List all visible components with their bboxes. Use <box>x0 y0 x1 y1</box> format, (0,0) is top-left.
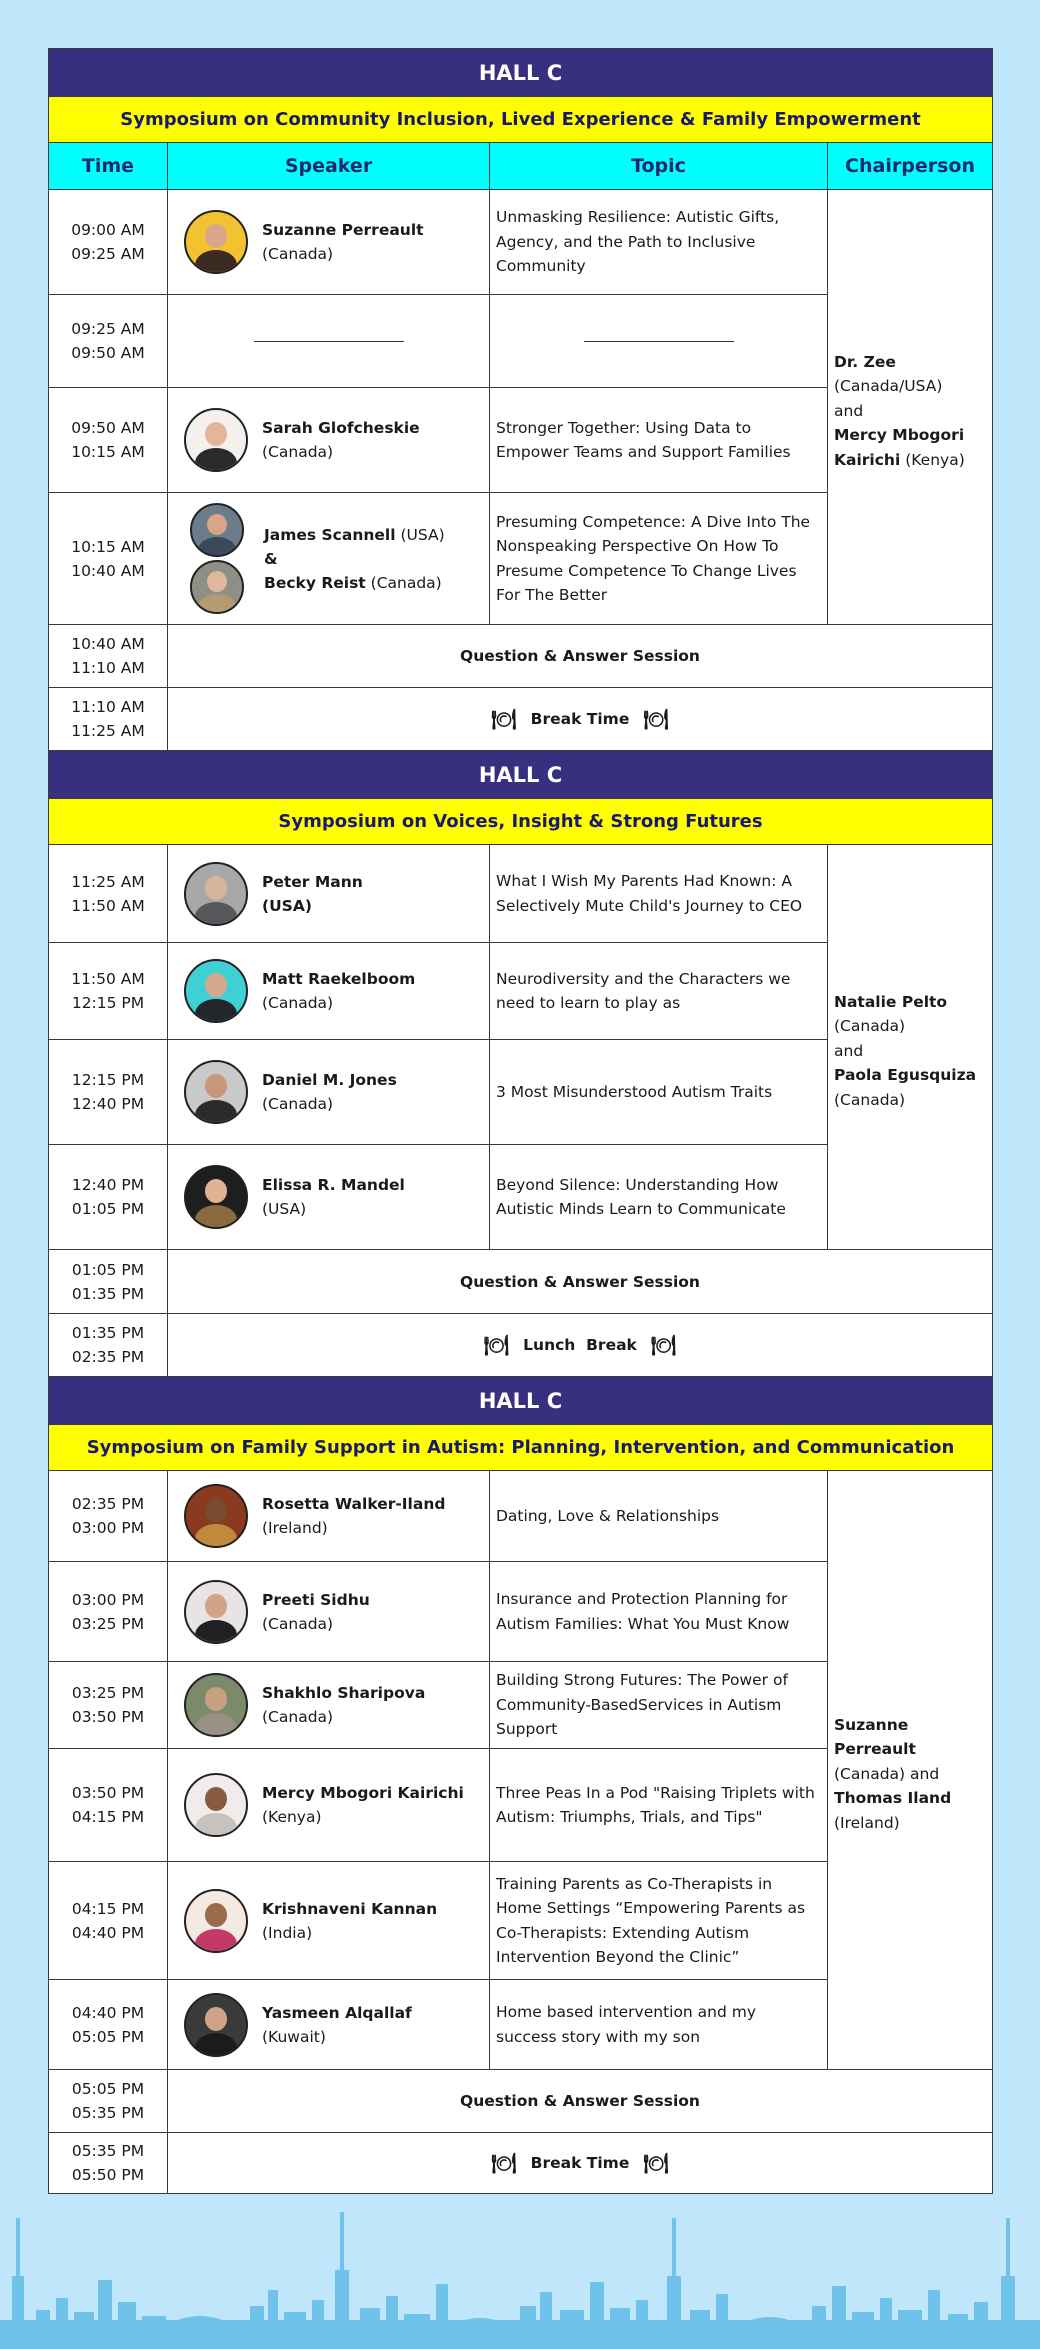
time-cell <box>49 2133 168 2194</box>
speaker-cell <box>168 1562 490 1662</box>
speaker-photo-icon <box>190 503 244 557</box>
end-time: 01:05 PM <box>71 1200 145 1218</box>
time-cell <box>49 845 168 943</box>
chair-and: and <box>834 401 864 420</box>
topic-cell-empty <box>490 295 828 388</box>
time-cell <box>49 1040 168 1145</box>
symposium-title: Symposium on Family Support in Autism: Planning, Intervention, and Communication <box>49 1425 993 1471</box>
chairperson-cell <box>828 845 993 1250</box>
start-time: 02:35 PM <box>71 1495 145 1513</box>
time-cell <box>49 1562 168 1662</box>
time-cell <box>49 625 168 688</box>
plate-cutlery-icon: 🍽 <box>643 707 669 731</box>
speaker-name: Shakhlo Sharipova <box>262 1684 426 1702</box>
start-time: 09:25 AM <box>71 320 145 338</box>
speaker-cell <box>168 1980 490 2070</box>
speaker-cell <box>168 1662 490 1749</box>
end-time: 10:15 AM <box>71 443 145 461</box>
speaker-cell <box>168 1471 490 1562</box>
speaker-name: Matt Raekelboom <box>262 970 416 988</box>
qa-session: Question & Answer Session <box>168 2070 993 2133</box>
speaker-photo-icon <box>184 959 248 1023</box>
speaker-photo-icon <box>184 1484 248 1548</box>
speaker-cell <box>168 388 490 493</box>
speaker-name: Yasmeen Alqallaf <box>262 2003 412 2022</box>
table-row <box>49 1471 993 1562</box>
time-cell <box>49 1314 168 1377</box>
speaker-photo-icon <box>184 1580 248 1644</box>
speaker-country: (Canada) <box>370 573 442 592</box>
speaker-photo-icon <box>184 1673 248 1737</box>
speaker-cell <box>168 845 490 943</box>
start-time: 12:15 PM <box>71 1071 145 1089</box>
table-row <box>49 1314 993 1377</box>
lunch-break-row <box>168 1314 993 1377</box>
chair-country: (Canada) <box>834 1090 906 1109</box>
speaker-name: Suzanne Perreault <box>262 221 424 239</box>
time-cell <box>49 1980 168 2070</box>
ampersand: & <box>264 549 278 568</box>
speaker-name: Mercy Mbogori Kairichi <box>262 1784 464 1802</box>
table-row <box>49 2070 993 2133</box>
topic-cell: Presuming Competence: A Dive Into The Nonspeaking Perspective On How To Presume Competence To Change Lives For The Better <box>490 493 828 625</box>
chairperson-cell <box>828 190 993 625</box>
blank-line <box>584 341 734 342</box>
end-time: 05:50 PM <box>71 2166 145 2184</box>
chair-name: Mercy Mbogori Kairichi <box>834 426 965 469</box>
time-cell <box>49 388 168 493</box>
time-cell <box>49 943 168 1040</box>
speaker-cell <box>168 1862 490 1980</box>
plate-cutlery-icon: 🍽 <box>483 1333 510 1357</box>
time-cell <box>49 1471 168 1562</box>
chair-country: (Canada) <box>834 1017 906 1036</box>
speaker-country: (Canada) <box>262 245 334 263</box>
column-header-chairperson: Chairperson <box>828 143 993 190</box>
schedule <box>48 48 992 2194</box>
start-time: 12:40 PM <box>71 1176 145 1194</box>
speaker-name: Daniel M. Jones <box>262 1071 397 1089</box>
end-time: 03:50 PM <box>71 1708 145 1726</box>
time-cell <box>49 190 168 295</box>
time-cell <box>49 1749 168 1862</box>
topic-cell: 3 Most Misunderstood Autism Traits <box>490 1040 828 1145</box>
topic-cell: Building Strong Futures: The Power of Community-BasedServices in Autism Support <box>490 1662 828 1749</box>
time-cell <box>49 1250 168 1314</box>
speaker-name: Sarah Glofcheskie <box>262 419 420 437</box>
speaker-photo-icon <box>184 1060 248 1124</box>
plate-cutlery-icon: 🍽 <box>650 1333 677 1357</box>
blank-line <box>254 341 404 342</box>
speaker-country: (India) <box>262 1923 313 1942</box>
symposium-title: Symposium on Community Inclusion, Lived Experience & Family Empowerment <box>49 97 993 143</box>
topic-cell: Unmasking Resilience: Autistic Gifts, Agency, and the Path to Inclusive Community <box>490 190 828 295</box>
chair-name: Suzanne Perreault <box>834 1715 916 1759</box>
speaker-cell-empty <box>168 295 490 388</box>
topic-cell: Dating, Love & Relationships <box>490 1471 828 1562</box>
speaker-country: (Ireland) <box>262 1519 328 1537</box>
speaker-country: (Canada) <box>262 1614 334 1633</box>
speaker-photo-icon <box>190 560 244 614</box>
chairperson-cell <box>828 1471 993 2070</box>
break-label: Break Time <box>530 710 630 728</box>
speaker-country: (Kenya) <box>262 1808 322 1826</box>
start-time: 04:15 PM <box>71 1899 145 1918</box>
start-time: 05:05 PM <box>71 2080 145 2098</box>
speaker-photo-icon <box>184 1889 248 1953</box>
speaker-photo-icon <box>184 1773 248 1837</box>
chair-country: (Kenya) <box>905 450 965 469</box>
end-time: 12:15 PM <box>71 994 145 1012</box>
start-time: 01:35 PM <box>71 1324 145 1342</box>
speaker-country: (USA) <box>400 525 445 544</box>
chair-name: Natalie Pelto <box>834 992 948 1011</box>
plate-cutlery-icon: 🍽 <box>643 2151 669 2175</box>
end-time: 11:25 AM <box>71 722 145 740</box>
speaker-cell <box>168 943 490 1040</box>
speaker-country: (Canada) <box>262 1095 334 1113</box>
speaker-photo-icon <box>184 1165 248 1229</box>
topic-cell: Stronger Together: Using Data to Empower Teams and Support Families <box>490 388 828 493</box>
start-time: 01:05 PM <box>71 1260 145 1279</box>
topic-cell: What I Wish My Parents Had Known: A Selectively Mute Child's Journey to CEO <box>490 845 828 943</box>
time-cell <box>49 2070 168 2133</box>
end-time: 11:10 AM <box>71 659 145 677</box>
table-row <box>49 845 993 943</box>
speaker-name: Peter Mann <box>262 872 363 891</box>
qa-session: Question & Answer Session <box>168 1250 993 1314</box>
time-cell <box>49 1862 168 1980</box>
end-time: 10:40 AM <box>71 561 145 580</box>
table-row <box>49 688 993 751</box>
end-time: 03:00 PM <box>71 1519 145 1537</box>
plate-cutlery-icon: 🍽 <box>491 2151 517 2175</box>
end-time: 09:25 AM <box>71 245 145 263</box>
time-cell <box>49 688 168 751</box>
speaker-name: Becky Reist <box>264 573 366 592</box>
chair-and: and <box>834 1041 864 1060</box>
end-time: 09:50 AM <box>71 344 145 362</box>
table-row <box>49 625 993 688</box>
chair-name: Dr. Zee <box>834 352 896 371</box>
column-header-time: Time <box>49 143 168 190</box>
speaker-country: (USA) <box>262 1200 307 1218</box>
start-time: 11:10 AM <box>71 698 145 716</box>
speaker-name: Elissa R. Mandel <box>262 1176 405 1194</box>
speaker-country: (Kuwait) <box>262 2027 326 2046</box>
hall-title: HALL C <box>49 49 993 97</box>
time-cell <box>49 1145 168 1250</box>
time-cell <box>49 493 168 625</box>
start-time: 10:40 AM <box>71 635 145 653</box>
speaker-name: Preeti Sidhu <box>262 1590 370 1609</box>
start-time: 03:50 PM <box>71 1784 145 1802</box>
topic-cell: Home based intervention and my success story with my son <box>490 1980 828 2070</box>
speaker-photo-icon <box>184 862 248 926</box>
end-time: 12:40 PM <box>71 1095 145 1113</box>
symposium-title: Symposium on Voices, Insight & Strong Futures <box>49 799 993 845</box>
start-time: 09:00 AM <box>71 221 145 239</box>
column-header-speaker: Speaker <box>168 143 490 190</box>
start-time: 11:25 AM <box>71 872 145 891</box>
start-time: 10:15 AM <box>71 537 145 556</box>
table-row <box>49 1250 993 1314</box>
speaker-photo-icon <box>184 408 248 472</box>
start-time: 03:25 PM <box>71 1684 145 1702</box>
schedule-table <box>48 48 993 2194</box>
break-row <box>168 2133 993 2194</box>
hall-title: HALL C <box>49 751 993 799</box>
chair-country: (Canada) and <box>834 1764 940 1783</box>
chair-country: (Canada/USA) <box>834 377 943 396</box>
table-row <box>49 2133 993 2194</box>
speaker-cell <box>168 493 490 625</box>
column-header-topic: Topic <box>490 143 828 190</box>
start-time: 03:00 PM <box>71 1590 145 1609</box>
speaker-country: (Canada) <box>262 1708 334 1726</box>
topic-cell: Training Parents as Co-Therapists in Home Settings “Empowering Parents as Co-Therapists: Extending Autism Intervention Beyond the Clinic” <box>490 1862 828 1980</box>
end-time: 05:05 PM <box>71 2027 145 2046</box>
break-label: Lunch Break <box>523 1336 637 1354</box>
topic-cell: Three Peas In a Pod "Raising Triplets with Autism: Triumphs, Trials, and Tips" <box>490 1749 828 1862</box>
chair-name: Paola Egusquiza <box>834 1066 977 1085</box>
speaker-cell <box>168 1749 490 1862</box>
break-label: Break Time <box>530 2154 630 2172</box>
city-skyline-decoration <box>0 2210 1040 2349</box>
topic-cell: Neurodiversity and the Characters we need to learn to play as <box>490 943 828 1040</box>
start-time: 09:50 AM <box>71 419 145 437</box>
time-cell <box>49 295 168 388</box>
speaker-country: (USA) <box>262 896 312 915</box>
break-row <box>168 688 993 751</box>
speaker-photo-icon <box>184 210 248 274</box>
speaker-name: Krishnaveni Kannan <box>262 1899 438 1918</box>
end-time: 01:35 PM <box>71 1284 145 1303</box>
start-time: 05:35 PM <box>71 2142 145 2160</box>
chair-country: (Ireland) <box>834 1813 900 1832</box>
speaker-photo-icon <box>184 1993 248 2057</box>
end-time: 04:15 PM <box>71 1808 145 1826</box>
end-time: 04:40 PM <box>71 1923 145 1942</box>
speaker-name: Rosetta Walker-Iland <box>262 1495 446 1513</box>
chair-name: Thomas Iland <box>834 1789 952 1808</box>
end-time: 03:25 PM <box>71 1614 145 1633</box>
hall-title: HALL C <box>49 1377 993 1425</box>
speaker-cell <box>168 1040 490 1145</box>
qa-session: Question & Answer Session <box>168 625 993 688</box>
end-time: 05:35 PM <box>71 2104 145 2122</box>
end-time: 11:50 AM <box>71 896 145 915</box>
speaker-country: (Canada) <box>262 443 334 461</box>
table-row <box>49 190 993 295</box>
plate-cutlery-icon: 🍽 <box>491 707 517 731</box>
speaker-cell <box>168 190 490 295</box>
speaker-country: (Canada) <box>262 994 334 1012</box>
speaker-cell <box>168 1145 490 1250</box>
speaker-name: James Scannell <box>264 525 396 544</box>
start-time: 04:40 PM <box>71 2003 145 2022</box>
topic-cell: Insurance and Protection Planning for Autism Families: What You Must Know <box>490 1562 828 1662</box>
end-time: 02:35 PM <box>71 1348 145 1366</box>
start-time: 11:50 AM <box>71 970 145 988</box>
topic-cell: Beyond Silence: Understanding How Autistic Minds Learn to Communicate <box>490 1145 828 1250</box>
time-cell <box>49 1662 168 1749</box>
